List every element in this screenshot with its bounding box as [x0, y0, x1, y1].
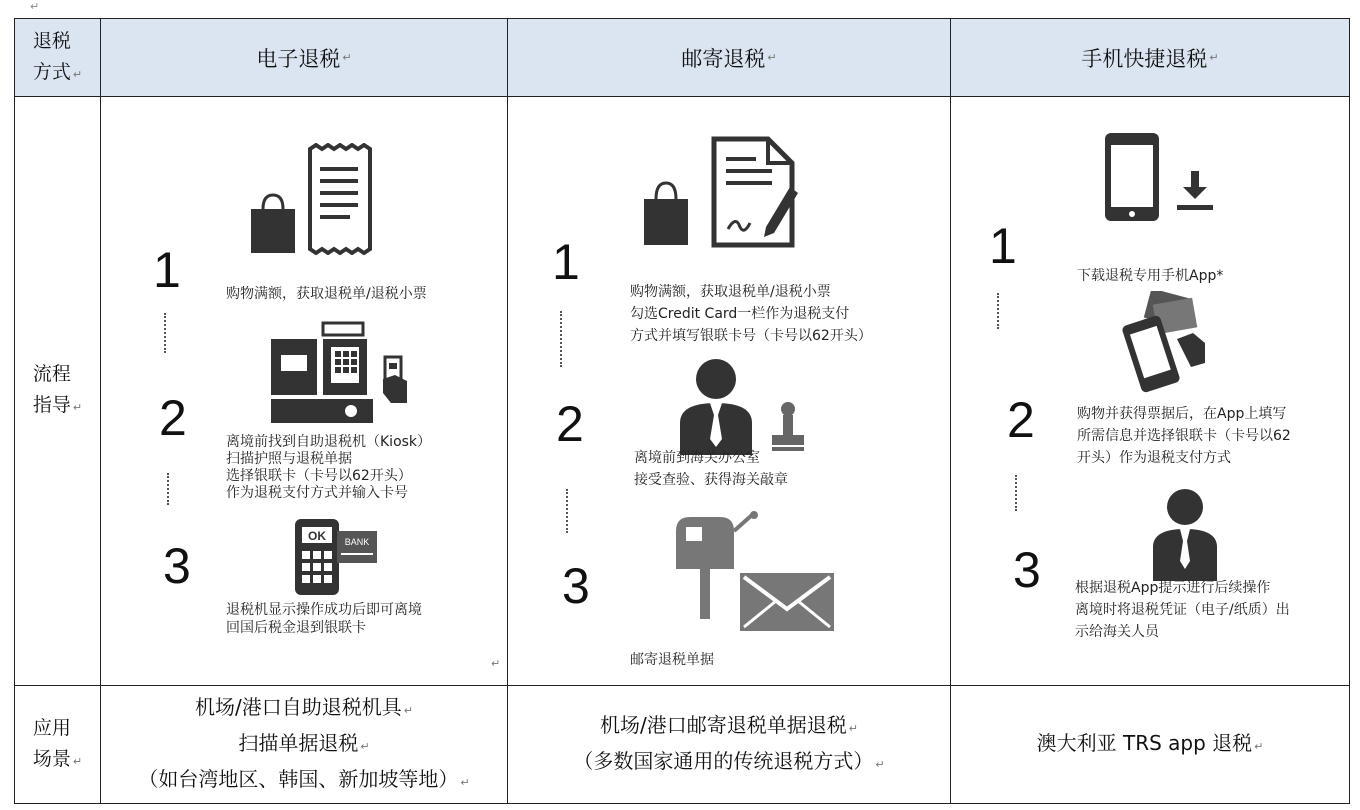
method-header-cell: [14, 18, 101, 97]
electronic-step2-line1: 离境前找到自助退税机（Kiosk）: [226, 434, 432, 450]
scene-mail-line1: 机场/港口邮寄退税单据退税: [600, 712, 847, 737]
bank-card-text: BANK: [344, 537, 370, 547]
process-label-cell: [14, 96, 101, 686]
terminal-ok-text: OK: [308, 529, 326, 543]
card-in-hand-icon: [381, 355, 411, 405]
signed-document-icon: [710, 135, 800, 249]
mobile-step2-line2: 所需信息并选择银联卡（卡号以62: [1077, 428, 1291, 444]
mobile-step3-line2: 离境时将退税凭证（电子/纸质）出: [1075, 602, 1290, 618]
mobile-step2-number: 2: [1007, 392, 1035, 448]
mail-step1-line2: 勾选Credit Card一栏作为退税支付: [630, 306, 850, 322]
process-label-line1: 流程: [32, 363, 71, 385]
envelope-icon: [738, 571, 836, 633]
electronic-step3-number: 3: [163, 538, 191, 594]
electronic-step3-line1: 退税机显示操作成功后即可离境: [226, 602, 422, 618]
mobile-step1-number: 1: [989, 218, 1017, 274]
scene-mobile-line1: 澳大利亚 TRS app 退税: [1036, 730, 1253, 755]
dotted-connector: [997, 293, 1001, 329]
mail-step1-line1: 购物满额，获取退税单/退税小票: [630, 284, 831, 300]
scene-label-line1: 应用: [32, 716, 71, 739]
method-label-line1: 退税: [32, 29, 71, 52]
shopping-bag-icon: [642, 181, 690, 247]
shopping-bag-icon: [249, 193, 297, 255]
mail-step1-line3: 方式并填写银联卡号（卡号以62开头）: [630, 328, 872, 344]
electronic-step2-line4: 作为退税支付方式并输入卡号: [226, 485, 408, 501]
mobile-step1-line1: 下载退税专用手机App*: [1077, 268, 1224, 284]
mobile-step2-line1: 购物并获得票据后，在App上填写: [1077, 406, 1287, 422]
mail-step3-number: 3: [562, 558, 590, 614]
electronic-step1-number: 1: [153, 242, 181, 298]
mobile-step3-line3: 示给海关人员: [1075, 624, 1159, 640]
paragraph-mark: ↵: [491, 657, 501, 670]
process-label-line2: 指导 ↵: [32, 394, 83, 416]
electronic-step2-line2: 扫描护照与退税单据: [226, 451, 352, 467]
dotted-connector: [566, 489, 570, 533]
dotted-connector: [164, 313, 168, 353]
bank-card-icon: [335, 529, 379, 565]
scene-label-line2: 场景 ↵: [32, 747, 83, 770]
mail-step1-number: 1: [552, 234, 580, 290]
card-terminal-icon: [293, 517, 341, 597]
dotted-connector: [1015, 475, 1019, 511]
electronic-step2-line3: 选择银联卡（卡号以62开头）: [226, 468, 412, 484]
electronic-step1-line1: 购物满额，获取退税单/退税小票: [226, 286, 427, 302]
dotted-connector: [167, 473, 171, 505]
mail-step3-line1: 邮寄退税单据: [630, 652, 714, 668]
rubber-stamp-icon: [770, 401, 806, 453]
mail-step2-number: 2: [556, 396, 584, 452]
mail-step2-line1: 离境前到海关办公室: [634, 450, 760, 466]
header-electronic: 电子退税 ↵: [100, 18, 508, 97]
receipt-icon: [307, 143, 373, 255]
tax-refund-table: [14, 18, 1350, 804]
scene-mobile-cell: 澳大利亚 TRS app 退税 ↵: [950, 685, 1350, 804]
header-mobile: 手机快捷退税 ↵: [950, 18, 1350, 97]
scene-electronic-line2: 扫描单据退税: [238, 730, 359, 755]
phone-with-cards-icon: [1119, 291, 1219, 397]
header-mail: 邮寄退税 ↵: [507, 18, 951, 97]
scene-mail-cell: 机场/港口邮寄退税单据退税 ↵ （多数国家通用的传统退税方式） ↵: [507, 685, 951, 804]
mail-step2-line2: 接受查验、获得海关敲章: [634, 472, 788, 488]
mobile-process-cell: [950, 96, 1350, 686]
scene-electronic-line1: 机场/港口自助退税机具: [195, 694, 402, 719]
scene-electronic-cell: 机场/港口自助退税机具 ↵ 扫描单据退税 ↵ （如台湾地区、韩国、新加坡等地） ↵: [100, 685, 508, 804]
electronic-step2-number: 2: [159, 390, 187, 446]
scene-electronic-line3: （如台湾地区、韩国、新加坡等地）: [138, 766, 459, 791]
scene-label-cell: [14, 685, 101, 804]
dotted-connector: [560, 311, 564, 367]
paragraph-mark: ↵: [30, 0, 40, 13]
customs-officer-icon: [678, 357, 754, 457]
header-mail-label: 邮寄退税: [681, 46, 766, 71]
header-electronic-label: 电子退税: [256, 46, 341, 71]
mail-process-cell: [507, 96, 951, 686]
header-mobile-label: 手机快捷退税: [1081, 46, 1208, 71]
download-icon: [1173, 169, 1217, 213]
mobile-step3-line1: 根据退税App提示进行后续操作: [1075, 580, 1271, 596]
kiosk-icon: [267, 321, 395, 425]
electronic-step3-line2: 回国后税金退到银联卡: [226, 620, 366, 636]
customs-officer-icon: [1151, 487, 1219, 583]
method-label-line2: 方式 ↵: [32, 60, 83, 83]
electronic-process-cell: [100, 96, 508, 686]
smartphone-icon: [1103, 131, 1161, 223]
mobile-step2-line3: 开头）作为退税支付方式: [1077, 450, 1231, 466]
mobile-step3-number: 3: [1013, 542, 1041, 598]
scene-mail-line2: （多数国家通用的传统退税方式）: [573, 748, 874, 773]
